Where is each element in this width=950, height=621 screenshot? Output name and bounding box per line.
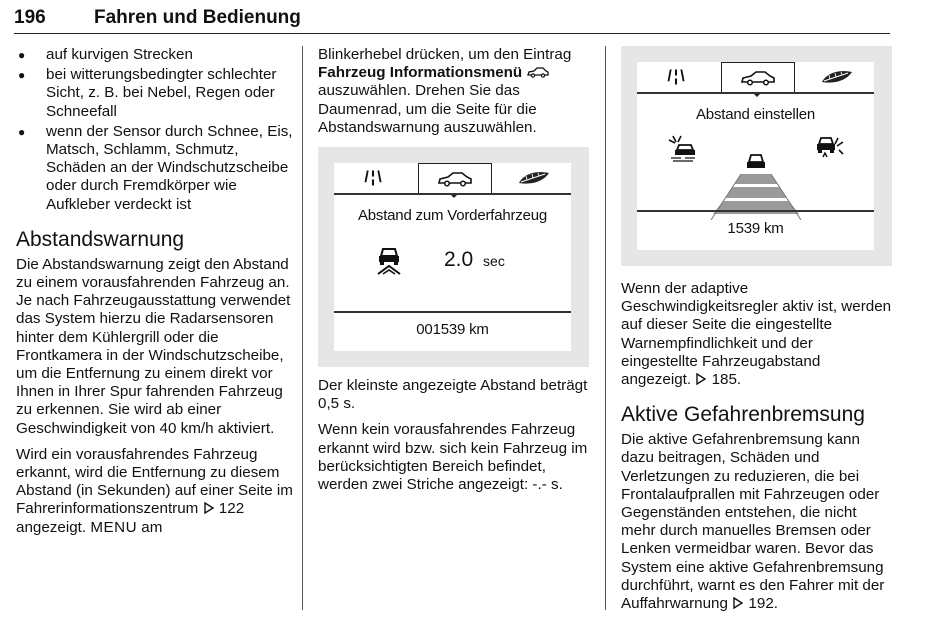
lane-tab-icon: /¦\ — [364, 169, 384, 187]
distance-value: 2.0 — [444, 248, 474, 272]
display-separator — [334, 311, 571, 313]
display-panel-adjust — [621, 46, 892, 266]
odometer-reading: 001539 km — [416, 321, 489, 339]
leaf-tab-icon — [517, 170, 551, 186]
menu-key-label: MENU — [90, 518, 138, 536]
display-tabs — [334, 163, 571, 193]
page-number: 196 — [14, 7, 46, 28]
car-outline-icon — [526, 66, 550, 78]
page-reference[interactable]: 122 — [218, 500, 245, 518]
page-reference-icon — [203, 502, 215, 514]
display-separator — [334, 193, 571, 195]
display-tabs — [637, 62, 874, 92]
display-title: Abstand zum Vorderfahrzeug — [357, 207, 548, 225]
tab-lane — [344, 163, 404, 193]
paragraph: Wenn der adaptive Geschwindigkeitsregler aktiv ist, werden auf dieser Seite die eingestellte Warnempfindlichkeit und der eingestellte Fahrzeugabstand angezeigt. 185. — [621, 280, 892, 389]
display-panel-distance — [318, 147, 589, 367]
heading-abstandswarnung: Abstandswarnung — [16, 227, 185, 251]
page-header — [14, 7, 890, 34]
heading-aktive-gefahrenbremsung: Aktive Gefahrenbremsung — [621, 403, 865, 427]
paragraph: Die Abstandswarnung zeigt den Abstand zu einem vorausfahrenden Fahrzeug an. Je nach Fahrzeugausstattung verwendet das System hierzu die Radarsensoren hinter dem Kühlergrill oder die Frontkamera in der Windschutzscheibe, um die Entfernung zu einem direkt vor Ihnen in Ihrer Spur fahrenden Fahrzeug zu erkennen. Sie wird ab einer Geschwindigkeit von 40 km/h aktiviert. — [16, 255, 291, 437]
tab-eco — [504, 163, 564, 193]
paragraph: Wird ein vorausfahrendes Fahrzeug erkannt, wird die Entfernung zu diesem Abstand (in Sekunden) auf einer Seite im Fahrerinformationszentrum 122 angezeigt. MENU am — [16, 445, 293, 536]
display-screen — [637, 62, 874, 250]
column-middle — [318, 46, 592, 502]
column-right — [621, 46, 893, 621]
page-reference[interactable]: 185. — [711, 371, 742, 389]
column-divider — [302, 46, 303, 610]
tab-vehicle — [418, 163, 492, 194]
odometer-reading: 1539 km — [727, 220, 784, 237]
sensitivity-icon — [813, 134, 845, 162]
condition-list — [16, 46, 294, 214]
paragraph: Der kleinste angezeigte Abstand beträgt 0,5 s. — [318, 377, 588, 413]
section-title: Fahren und Bedienung — [94, 7, 301, 28]
display-separator — [637, 92, 874, 94]
list-item: ● wenn der Sensor durch Schnee, Eis, Matsch, Schlamm, Schmutz, Schäden an der Windschutzscheibe oder durch Fremdkörper wie Aufkleber verdeckt ist — [16, 123, 294, 214]
list-item: ● bei witterungsbedingter schlechter Sicht, z. B. bei Nebel, Regen oder Schneefall — [16, 66, 294, 121]
paragraph: Wenn kein vorausfahrendes Fahrzeug erkannt wird bzw. sich kein Fahrzeug im berücksichtigten Bereich befindet, werden zwei Striche angezeigt: -.- s. — [318, 421, 588, 494]
page-reference-icon — [695, 373, 707, 385]
list-item: ● auf kurvigen Strecken — [16, 46, 294, 64]
page-reference-icon — [732, 597, 744, 609]
column-divider — [605, 46, 606, 610]
following-distance-icon — [374, 245, 404, 275]
tab-eco — [807, 62, 867, 92]
column-left — [16, 46, 294, 545]
lane-tab-icon: /¦\ — [667, 68, 687, 85]
distance-value-group — [444, 248, 505, 272]
paragraph: Die aktive Gefahrenbremsung kann dazu beitragen, Schäden und Verletzungen zu reduzieren, die bei Frontalaufprallen mit Fahrzeugen oder Gegenständen entstehen, die nicht mehr durch manuelles Bremsen oder Lenken vermeidbar waren. Bevor das System eine aktive Gefahrenbremsung durchführt, warnt es den Fahrer mit der Auffahrwarnung 192. — [621, 431, 885, 613]
tab-lane — [647, 62, 707, 92]
car-tab-icon — [436, 171, 474, 187]
leaf-tab-icon — [820, 69, 854, 85]
display-screen — [334, 163, 571, 351]
display-title: Abstand einstellen — [696, 106, 815, 123]
distance-ramp-icon — [681, 140, 831, 220]
tab-vehicle — [721, 62, 795, 93]
paragraph: Blinkerhebel drücken, um den Eintrag Fahrzeug Informationsmenü auszuwählen. Drehen Sie das Daumenrad, um die Seite für die Abstandswarnung auszuwählen. — [318, 46, 572, 136]
distance-unit: sec — [483, 253, 505, 270]
page-reference[interactable]: 192. — [748, 595, 778, 613]
car-tab-icon — [739, 70, 777, 86]
display-separator — [637, 210, 874, 212]
